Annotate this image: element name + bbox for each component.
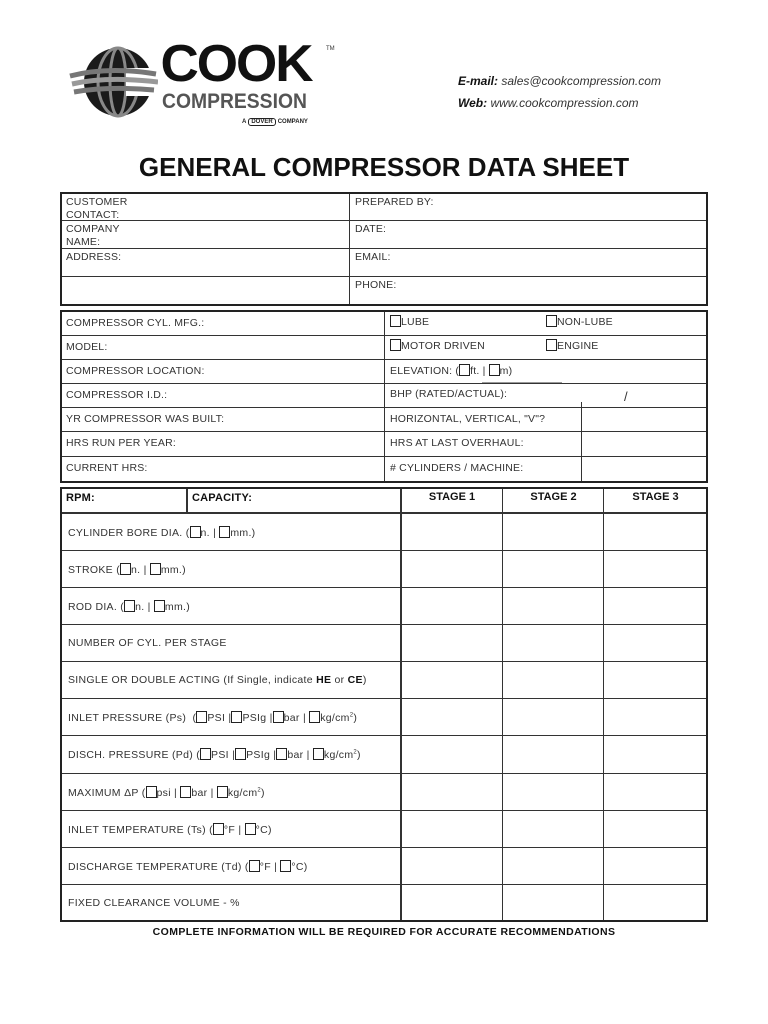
dp-kgcm2-checkbox[interactable] (217, 786, 228, 798)
stroke-mm-checkbox[interactable] (150, 563, 161, 575)
compressor-id-field[interactable]: COMPRESSOR I.D.: (66, 389, 168, 401)
current-hrs-field[interactable]: CURRENT HRS: (66, 462, 148, 474)
inlet-temp-row[interactable]: INLET TEMPERATURE (Ts) ( °F | °C) (68, 824, 272, 836)
parent-suffix: COMPANY (277, 119, 308, 125)
disch-kgcm2-checkbox[interactable] (313, 748, 324, 760)
email-line (458, 70, 661, 92)
globe-logo-icon (68, 46, 158, 118)
elevation-ft-checkbox[interactable] (459, 364, 470, 376)
inlet-temp-f-checkbox[interactable] (213, 823, 224, 835)
overhaul-label: HRS AT LAST OVERHAUL: (390, 437, 524, 449)
parent-name: DOVER (248, 118, 275, 126)
motor-driven-checkbox[interactable] (390, 339, 401, 351)
lubrication-options (386, 312, 706, 335)
contact-info (458, 70, 661, 114)
stroke-row[interactable]: STROKE ( n. | mm.) (68, 564, 186, 576)
clearance-volume-row[interactable]: FIXED CLEARANCE VOLUME - % (68, 897, 240, 909)
nonlube-checkbox[interactable] (546, 315, 557, 327)
trademark-mark: TM (326, 46, 335, 52)
compressor-cyl-mfg-field[interactable]: COMPRESSOR CYL. MFG.: (66, 317, 205, 329)
stage-2-header: STAGE 2 (530, 491, 577, 503)
elevation-m-checkbox[interactable] (489, 364, 500, 376)
dp-psi-checkbox[interactable] (146, 786, 157, 798)
inlet-psig-checkbox[interactable] (231, 711, 242, 723)
customer-info-table (60, 192, 708, 306)
model-field[interactable]: MODEL: (66, 341, 108, 353)
date-field[interactable]: DATE: (355, 223, 387, 235)
stage-3-header: STAGE 3 (632, 491, 679, 503)
company-name-field[interactable]: COMPANY NAME: (66, 223, 120, 248)
disch-temp-row[interactable]: DISCHARGE TEMPERATURE (Td) ( °F | °C) (68, 861, 308, 873)
parent-prefix: A (242, 119, 247, 125)
year-built-field[interactable]: YR COMPRESSOR WAS BUILT: (66, 413, 225, 425)
prepared-by-field[interactable]: PREPARED BY: (355, 196, 434, 208)
web-link[interactable]: www.cookcompression.com (490, 96, 639, 110)
inlet-pressure-row[interactable]: INLET PRESSURE (Ps) ( PSI | PSIg | bar | $kg/cm^2$) (68, 712, 358, 724)
disch-temp-f-checkbox[interactable] (249, 860, 260, 872)
motor-driven-option[interactable]: MOTOR DRIVEN (390, 340, 485, 352)
compressor-info-table (60, 310, 708, 483)
disch-bar-checkbox[interactable] (276, 748, 287, 760)
capacity-field[interactable]: CAPACITY: (192, 492, 253, 504)
address-line-2-field[interactable] (62, 277, 349, 304)
driver-options (386, 336, 706, 359)
acting-row[interactable]: SINGLE OR DOUBLE ACTING (If Single, indicate HE or CE) (68, 674, 367, 686)
bore-mm-checkbox[interactable] (219, 526, 230, 538)
inlet-kgcm2-checkbox[interactable] (309, 711, 320, 723)
overhaul-hrs-field[interactable] (583, 432, 706, 456)
disch-pressure-row[interactable]: DISCH. PRESSURE (Pd) ( PSI | PSIg | bar | $kg/cm^2$) (68, 749, 361, 761)
rod-mm-checkbox[interactable] (154, 600, 165, 612)
parent-company-tag (242, 119, 308, 125)
engine-option[interactable]: ENGINE (546, 339, 598, 353)
stage-1-header: STAGE 1 (428, 491, 476, 503)
email-label: E-mail: (458, 74, 499, 88)
stage-data-table (60, 487, 708, 922)
email-field[interactable]: EMAIL: (355, 251, 391, 263)
customer-contact-field[interactable]: CUSTOMER CONTACT: (66, 196, 128, 221)
elevation-field[interactable]: ELEVATION: ( ft. | m) (390, 365, 513, 377)
cylinders-per-machine-field[interactable] (583, 457, 706, 481)
page-title: GENERAL COMPRESSOR DATA SHEET (138, 152, 630, 182)
nonlube-option[interactable]: NON-LUBE (546, 315, 613, 329)
address-field[interactable]: ADDRESS: (66, 251, 122, 263)
stroke-in-checkbox[interactable] (120, 563, 131, 575)
company-logo (64, 35, 344, 134)
cylinder-bore-row[interactable]: CYLINDER BORE DIA. ( n. | mm.) (68, 527, 256, 539)
disch-psi-checkbox[interactable] (200, 748, 211, 760)
email-link[interactable]: sales@cookcompression.com (501, 74, 661, 88)
engine-checkbox[interactable] (546, 339, 557, 351)
bore-in-checkbox[interactable] (190, 526, 201, 538)
logo-brand-text: COOK (160, 35, 312, 93)
web-line (458, 92, 661, 114)
disch-psig-checkbox[interactable] (235, 748, 246, 760)
compressor-location-field[interactable]: COMPRESSOR LOCATION: (66, 365, 205, 377)
rpm-field[interactable]: RPM: (66, 492, 95, 504)
inlet-bar-checkbox[interactable] (273, 711, 284, 723)
orientation-field[interactable] (583, 408, 706, 431)
inlet-psi-checkbox[interactable] (196, 711, 207, 723)
disch-temp-c-checkbox[interactable] (280, 860, 291, 872)
web-label: Web: (458, 96, 488, 110)
bhp-field[interactable]: BHP (RATED/ACTUAL): / (390, 388, 628, 404)
phone-field[interactable]: PHONE: (355, 279, 397, 291)
hrs-run-per-year-field[interactable]: HRS RUN PER YEAR: (66, 437, 176, 449)
orientation-label: HORIZONTAL, VERTICAL, "V"? (390, 413, 546, 425)
lube-checkbox[interactable] (390, 315, 401, 327)
cylinders-label: # CYLINDERS / MACHINE: (390, 462, 524, 474)
footer-note: COMPLETE INFORMATION WILL BE REQUIRED FOR ACCURATE RECOMMENDATIONS (152, 926, 616, 938)
max-delta-p-row[interactable]: MAXIMUM ΔP ( psi | bar | $kg/cm^2$) (68, 787, 265, 799)
lube-option[interactable]: LUBE (390, 316, 429, 328)
bhp-separator: / (624, 389, 628, 404)
rod-dia-row[interactable]: ROD DIA. ( n. | mm.) (68, 601, 191, 613)
dp-bar-checkbox[interactable] (180, 786, 191, 798)
inlet-temp-c-checkbox[interactable] (245, 823, 256, 835)
logo-subbrand-text: COMPRESSION (162, 90, 307, 113)
rod-in-checkbox[interactable] (124, 600, 135, 612)
cyl-per-stage-row[interactable]: NUMBER OF CYL. PER STAGE (68, 637, 227, 649)
